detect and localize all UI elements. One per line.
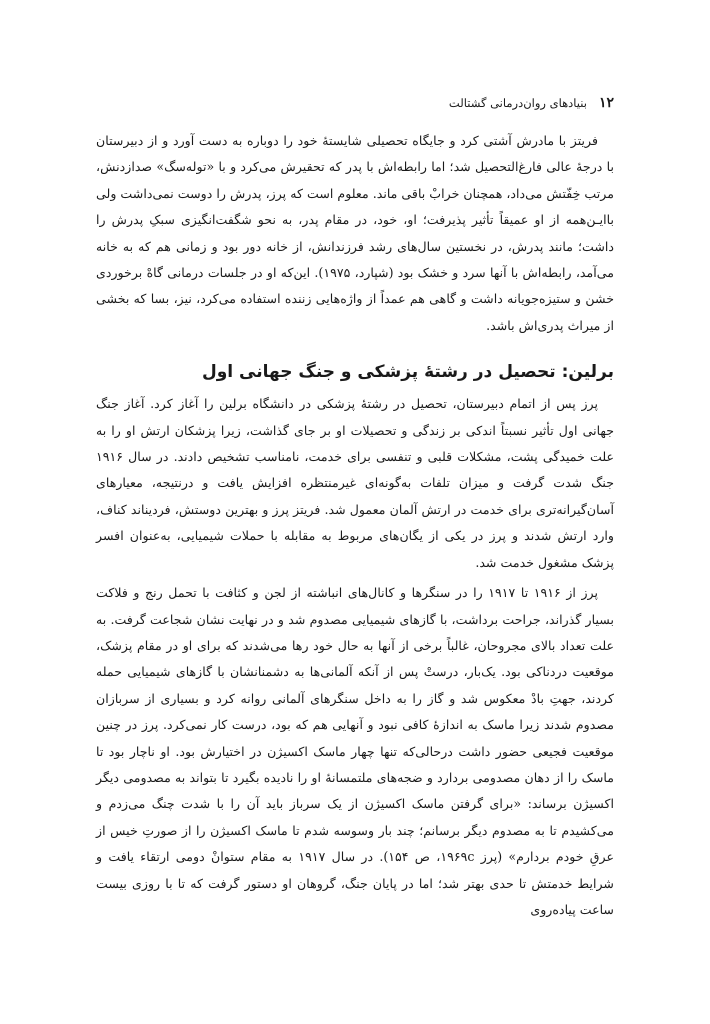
paragraph-3: پرز از ۱۹۱۶ تا ۱۹۱۷ را در سنگرها و کانال‌های انباشته از لجن و کثافت با تحمل رنج و فلاکت بسیار گذراند، جراحت برداشت، با گازهای شیمیایی مصدوم شد و در نهایت نشان شجاعت گرفت. به علت تعداد بالای مجروحان، غالباً برخی از آنها به حال خود رها می‌شدند که برای او در مقام پزشک، موقعیت دردناکی بود. یک‌بار، درستْ پس از آنکه آلمانی‌ها به دشمنانشان با گازهای شیمیایی حمله کردند، جهتِ بادْ معکوس شد و گاز را به داخل سنگرهای آلمانی روانه کرد و بسیاری از سربازان مصدوم شدند زیرا ماسک به اندازهٔ کافی نبود و آنهایی هم که بود، درست کار نمی‌کرد. پرز در چنین موقعیت فجیعی حضور داشت درحالی‌که تنها چهار ماسک اکسیژن در اختیارش بود. او ناچار بود تا ماسک را از دهان مصدومی بردارد و ضجه‌های ملتمسانهٔ او را نادیده بگیرد تا بتواند به مصدومی دیگر اکسیژن برساند: «برای گرفتن ماسک اکسیژن از یک سرباز باید آن را با شدت چنگ می‌زدم و می‌کشیدم تا به مصدوم دیگر برسانم؛ چند بار وسوسه شدم تا ماسک اکسیژن را از صورتِ خیس از عرقِ خودم بردارم» (پرز ۱۹۶۹c، ص ۱۵۴). در سال ۱۹۱۷ به مقام ستوانْ دومی ارتقاء یافت و شرایط خدمتش تا حدی بهتر شد؛ اما در پایان جنگ، گروهان او دستور گرفت که تا با روزی بیست ساعت پیاده‌روی <box>96 585 614 917</box>
section-heading: برلین: تحصیل در رشتهٔ پزشکی و جنگ جهانی اول <box>201 362 614 383</box>
paragraph-1: فریتز با مادرش آشتی کرد و جایگاه تحصیلی شایستهٔ خود را دوباره به دست آورد و از دبیرستان با درجهٔ عالی فارغ‌التحصیل شد؛ اما رابطه‌اش با پدر که تحقیرش می‌کرد و با «تولەسگ» صدازدنش، مرتب خِفّتش می‌داد، همچنان خرابْ باقی ماند. معلوم است که پرز، پدرش را دوست نمی‌داشت ولی باایـن‌همه از او عمیقاً تأثیر پذیرفت؛ او، خود، در مقام پدر، به نحو شگفت‌انگیزی سبکِ پدرش را داشت؛ مانند پدرش، در نخستین سال‌های رشد فرزندانش، از خانه دور بود و زمانی هم که به خانه می‌آمد، رابطه‌اش با آنها سرد و خشک بود (شپارد، ۱۹۷۵). این‌که او در جلسات درمانی گاهْ برخوردی خشن و ستیزه‌جویانه داشت و گاهی هم عمداً از واژه‌هایی زننده استفاده می‌کرد، نیز، بسا که بخشی از میراث پدری‌اش باشد. <box>96 133 614 333</box>
page-number: ۱۲ <box>598 95 614 111</box>
paragraph-2: پرز پس از اتمام دبیرستان، تحصیل در رشتهٔ پزشکی در دانشگاه برلین را آغاز کرد. آغاز جنگ جهانی اول تأثیر نسبتاً اندکی بر زندگی و تحصیلات او بر جای گذاشت، زیرا پزشکان ارتش او را به علت خمیدگی پشت، مشکلات قلبی و تنفسی برای خدمت، نامناسب تشخیص دادند. در سال ۱۹۱۶ جنگ شدت گرفت و میزان تلفات به‌گونه‌ای غیرمنتظره افزایش یافت و درنتیجه، معیارهای آسان‌گیرانه‌تری برای خدمت در ارتش آلمان معمول شد. فریتز پرز و بهترین دوستش، فردیناند کناف، وارد ارتش شدند و پرز در یکی از یگان‌های مربوط به مقابله با حملات شیمیایی، به‌عنوان افسر پزشک مشغول خدمت شد. <box>96 396 615 570</box>
page-body <box>96 128 614 923</box>
running-header <box>96 93 614 113</box>
book-title: بنیادهای روان‌درمانی گشتالت <box>448 96 587 110</box>
